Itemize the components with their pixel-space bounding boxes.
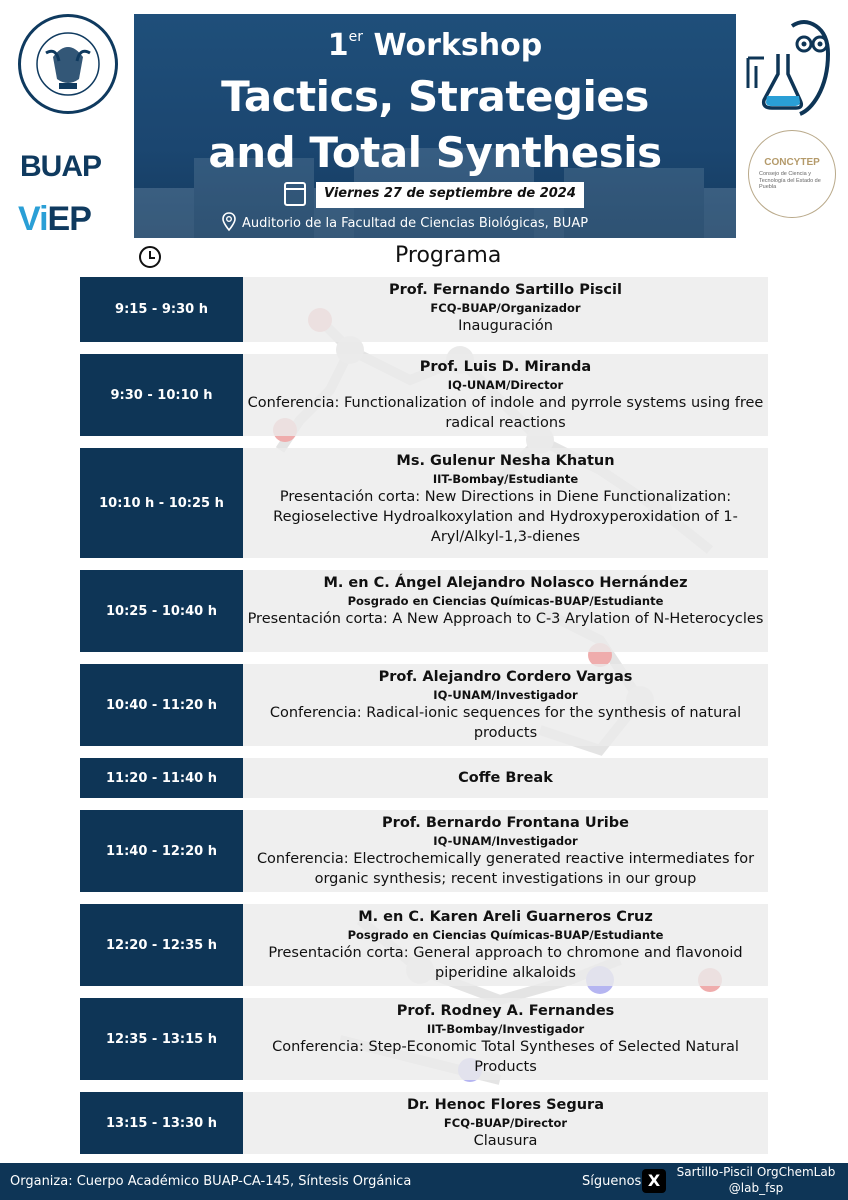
calendar-icon — [284, 182, 306, 206]
schedule-row — [80, 758, 768, 798]
speaker-name: Prof. Rodney A. Fernandes — [396, 1003, 615, 1019]
speaker-affiliation: FCQ-BUAP/Organizador — [430, 301, 581, 315]
university-seal — [18, 14, 118, 114]
session-details — [243, 664, 768, 746]
speaker-affiliation: Posgrado en Ciencias Químicas-BUAP/Estudiante — [347, 928, 664, 942]
footer-bar — [0, 1163, 848, 1200]
speaker-name: Dr. Henoc Flores Segura — [407, 1097, 604, 1113]
talk-title: Conferencia: Step-Economic Total Syntheses of Selected Natural Products — [272, 1039, 739, 1075]
x-social-icon[interactable]: X — [642, 1169, 666, 1193]
time-slot: 9:15 - 9:30 h — [80, 277, 243, 342]
session-details — [243, 277, 768, 342]
title-line-2: and Total Synthesis — [208, 128, 662, 177]
talk-title: Conferencia: Electrochemically generated reactive intermediates for organic synthesis; recent investigations in our group — [256, 851, 755, 887]
schedule-row — [80, 998, 768, 1080]
clock-icon — [139, 246, 161, 268]
session-details — [243, 904, 768, 986]
speaker-affiliation: IIT-Bombay/Investigador — [426, 1022, 585, 1036]
session-details — [243, 570, 768, 652]
talk-title: Clausura — [473, 1133, 538, 1149]
schedule-row — [80, 448, 768, 558]
speaker-name: M. en C. Ángel Alejandro Nolasco Hernández — [323, 575, 688, 591]
talk-title: Conferencia: Functionalization of indole and pyrrole systems using free radical reactions — [247, 395, 764, 431]
speaker-name: Prof. Bernardo Frontana Uribe — [382, 815, 629, 831]
schedule-row — [80, 810, 768, 892]
social-handle[interactable]: @lab_fsp — [728, 1181, 784, 1195]
schedule-row — [80, 1092, 768, 1154]
program-title: Programa — [395, 243, 502, 268]
workshop-label: 1er Workshop — [327, 28, 543, 63]
session-details — [243, 354, 768, 436]
time-slot: 10:40 - 11:20 h — [80, 664, 243, 746]
talk-title: Presentación corta: General approach to chromone and flavonoid piperidine alkaloids — [268, 945, 743, 981]
session-details — [243, 998, 768, 1080]
session-details — [243, 448, 768, 558]
session-details — [243, 758, 768, 798]
concytep-logo: CONCYTEP Consejo de Ciencia y Tecnología del Estado de Puebla — [748, 130, 836, 218]
break-label: Coffe Break — [458, 770, 553, 786]
time-slot: 12:35 - 13:15 h — [80, 998, 243, 1080]
time-slot: 10:25 - 10:40 h — [80, 570, 243, 652]
session-details — [243, 1092, 768, 1154]
lab-owl-flask-icon — [744, 18, 840, 118]
time-slot: 12:20 - 12:35 h — [80, 904, 243, 986]
speaker-name: Prof. Luis D. Miranda — [419, 359, 592, 375]
buap-logo-block — [12, 14, 122, 238]
time-slot: 11:40 - 12:20 h — [80, 810, 243, 892]
speaker-affiliation: IIT-Bombay/Estudiante — [432, 472, 579, 486]
title-banner — [134, 14, 736, 238]
talk-title: Presentación corta: New Directions in Diene Functionalization: Regioselective Hydroalkoxylation and Hydroxyperoxidation of 1-Aryl/Alkyl-1,3-dienes — [273, 489, 738, 545]
organizer-text: Organiza: Cuerpo Académico BUAP-CA-145, Síntesis Orgánica — [10, 1174, 412, 1189]
partner-logos — [744, 18, 840, 228]
speaker-affiliation: FCQ-BUAP/Director — [443, 1116, 568, 1130]
location-pin-icon — [222, 212, 236, 232]
schedule-row — [80, 664, 768, 746]
event-date: Viernes 27 de septiembre de 2024 — [316, 182, 584, 208]
schedule-row — [80, 277, 768, 342]
time-slot: 9:30 - 10:10 h — [80, 354, 243, 436]
schedule-row — [80, 570, 768, 652]
time-slot: 10:10 h - 10:25 h — [80, 448, 243, 558]
speaker-affiliation: Posgrado en Ciencias Químicas-BUAP/Estudiante — [347, 594, 664, 608]
venue-text: Auditorio de la Facultad de Ciencias Biológicas, BUAP — [242, 216, 589, 231]
speaker-affiliation: IQ-UNAM/Investigador — [433, 688, 578, 702]
seal-emblem-icon — [21, 17, 121, 117]
speaker-affiliation: IQ-UNAM/Investigador — [433, 834, 578, 848]
talk-title: Presentación corta: A New Approach to C-3 Arylation of N-Heterocycles — [247, 611, 764, 627]
speaker-name: Prof. Alejandro Cordero Vargas — [378, 669, 633, 685]
talk-title: Inauguración — [458, 318, 553, 334]
buap-wordmark: BUAP — [20, 150, 102, 183]
venue-row — [222, 212, 588, 232]
schedule-row — [80, 354, 768, 436]
social-account-name[interactable]: Sartillo-Piscil OrgChemLab — [676, 1165, 836, 1179]
speaker-affiliation: IQ-UNAM/Director — [447, 378, 564, 392]
schedule-row — [80, 904, 768, 986]
talk-title: Conferencia: Radical-ionic sequences for the synthesis of natural products — [269, 705, 742, 741]
title-line-1: Tactics, Strategies — [221, 72, 649, 121]
time-slot: 13:15 - 13:30 h — [80, 1092, 243, 1154]
speaker-name: Ms. Gulenur Nesha Khatun — [396, 453, 615, 469]
session-details — [243, 810, 768, 892]
viep-wordmark: ViEP — [18, 200, 91, 238]
speaker-name: Prof. Fernando Sartillo Piscil — [389, 282, 622, 298]
speaker-name: M. en C. Karen Areli Guarneros Cruz — [358, 909, 653, 925]
follow-label: Síguenos — [582, 1174, 642, 1189]
time-slot: 11:20 - 11:40 h — [80, 758, 243, 798]
